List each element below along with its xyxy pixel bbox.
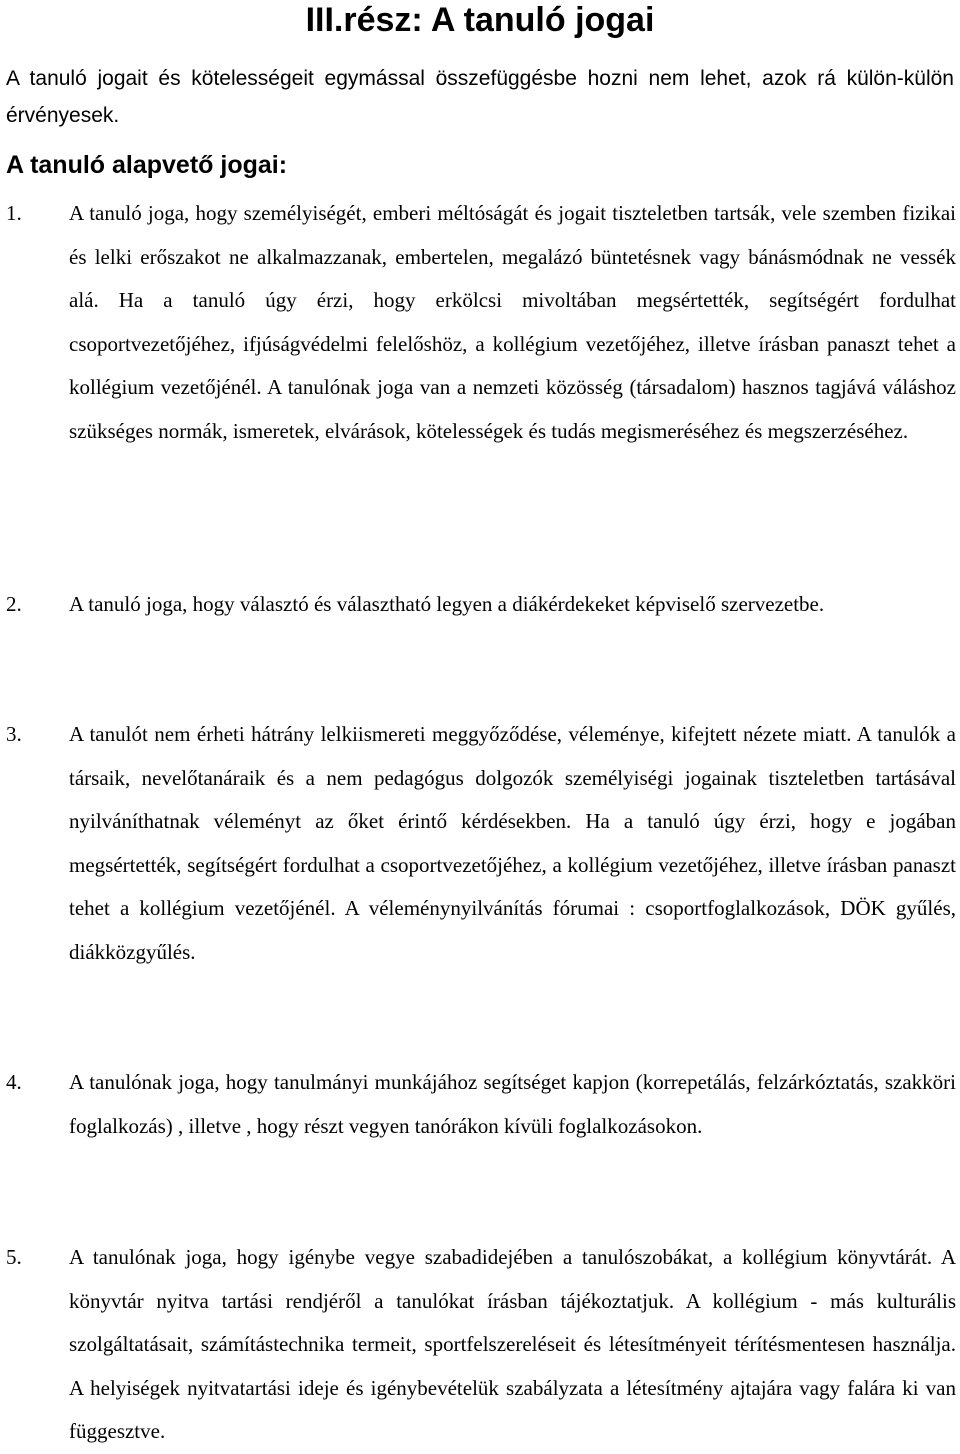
list-item-number: 1. bbox=[6, 201, 22, 225]
page-title: III.rész: A tanuló jogai bbox=[305, 1, 655, 39]
intro-paragraph: A tanuló jogait és kötelességeit egymással összefüggésbe hozni nem lehet, azok rá külön-külön érvényesek. bbox=[6, 67, 954, 127]
list-item-number: 3. bbox=[6, 722, 22, 746]
list-item-number: 2. bbox=[6, 592, 22, 616]
list-item-text: A tanulót nem érheti hátrány lelkiismereti meggyőződése, véleménye, kifejtett nézete miatt. A tanulók a társaik, nevelőtanáraik és a nem pedagógus dolgozók személyiségi jogainak tiszteletben tartásával nyilváníthatnak véleményt az őket érintő kérdésekben. Ha a tanuló úgy érzi, hogy e jogában megsértették, segítségért fordulhat a csoportvezetőjéhez, a kollégium vezetőjéhez, illetve írásban panaszt tehet a kollégium vezetőjénél. A véleménynyilvánítás fórumai : csoportfoglalkozások, DÖK gyűlés, diákközgyűlés. bbox=[69, 722, 956, 964]
list-item-text: A tanuló joga, hogy választó és választható legyen a diákérdekeket képviselő szervezetbe. bbox=[69, 592, 825, 616]
list-item-number: 5. bbox=[6, 1245, 22, 1269]
section-subheading: A tanuló alapvető jogai: bbox=[6, 151, 288, 179]
list-item-text: A tanulónak joga, hogy tanulmányi munkájához segítséget kapjon (korrepetálás, felzárkóztatás, szakköri foglalkozás) , illetve , hogy részt vegyen tanórákon kívüli foglalkozásokon. bbox=[69, 1070, 956, 1138]
list-item-number: 4. bbox=[6, 1070, 22, 1094]
list-item-text: A tanuló joga, hogy személyiségét, emberi méltóságát és jogait tiszteletben tartsák, vele szemben fizikai és lelki erőszakot ne alkalmazzanak, embertelen, megalázó büntetésnek vagy bánásmódnak ne vessék alá. Ha a tanuló úgy érzi, hogy erkölcsi mivoltában megsértették, segítségért fordulhat csoportvezetőjéhez, ifjúságvédelmi felelőshöz, a kollégium vezetőjéhez, illetve írásban panaszt tehet a kollégium vezetőjénél. A tanulónak joga van a nemzeti közösség (társadalom) hasznos tagjává váláshoz szükséges normák, ismeretek, elvárások, kötelességek és tudás megismeréséhez és megszerzéséhez. bbox=[69, 201, 956, 443]
list-item-text: A tanulónak joga, hogy igénybe vegye szabadidejében a tanulószobákat, a kollégium könyvtárát. A könyvtár nyitva tartási rendjéről a tanulókat írásban tájékoztatjuk. A kollégium - más kulturális szolgáltatásait, számítástechnika termeit, sportfelszereléseit és létesítményeit térítésmentesen használja. A helyiségek nyitvatartási ideje és igénybevételük szabályzata a létesítmény ajtajára vagy falára ki van függesztve. bbox=[69, 1245, 956, 1443]
